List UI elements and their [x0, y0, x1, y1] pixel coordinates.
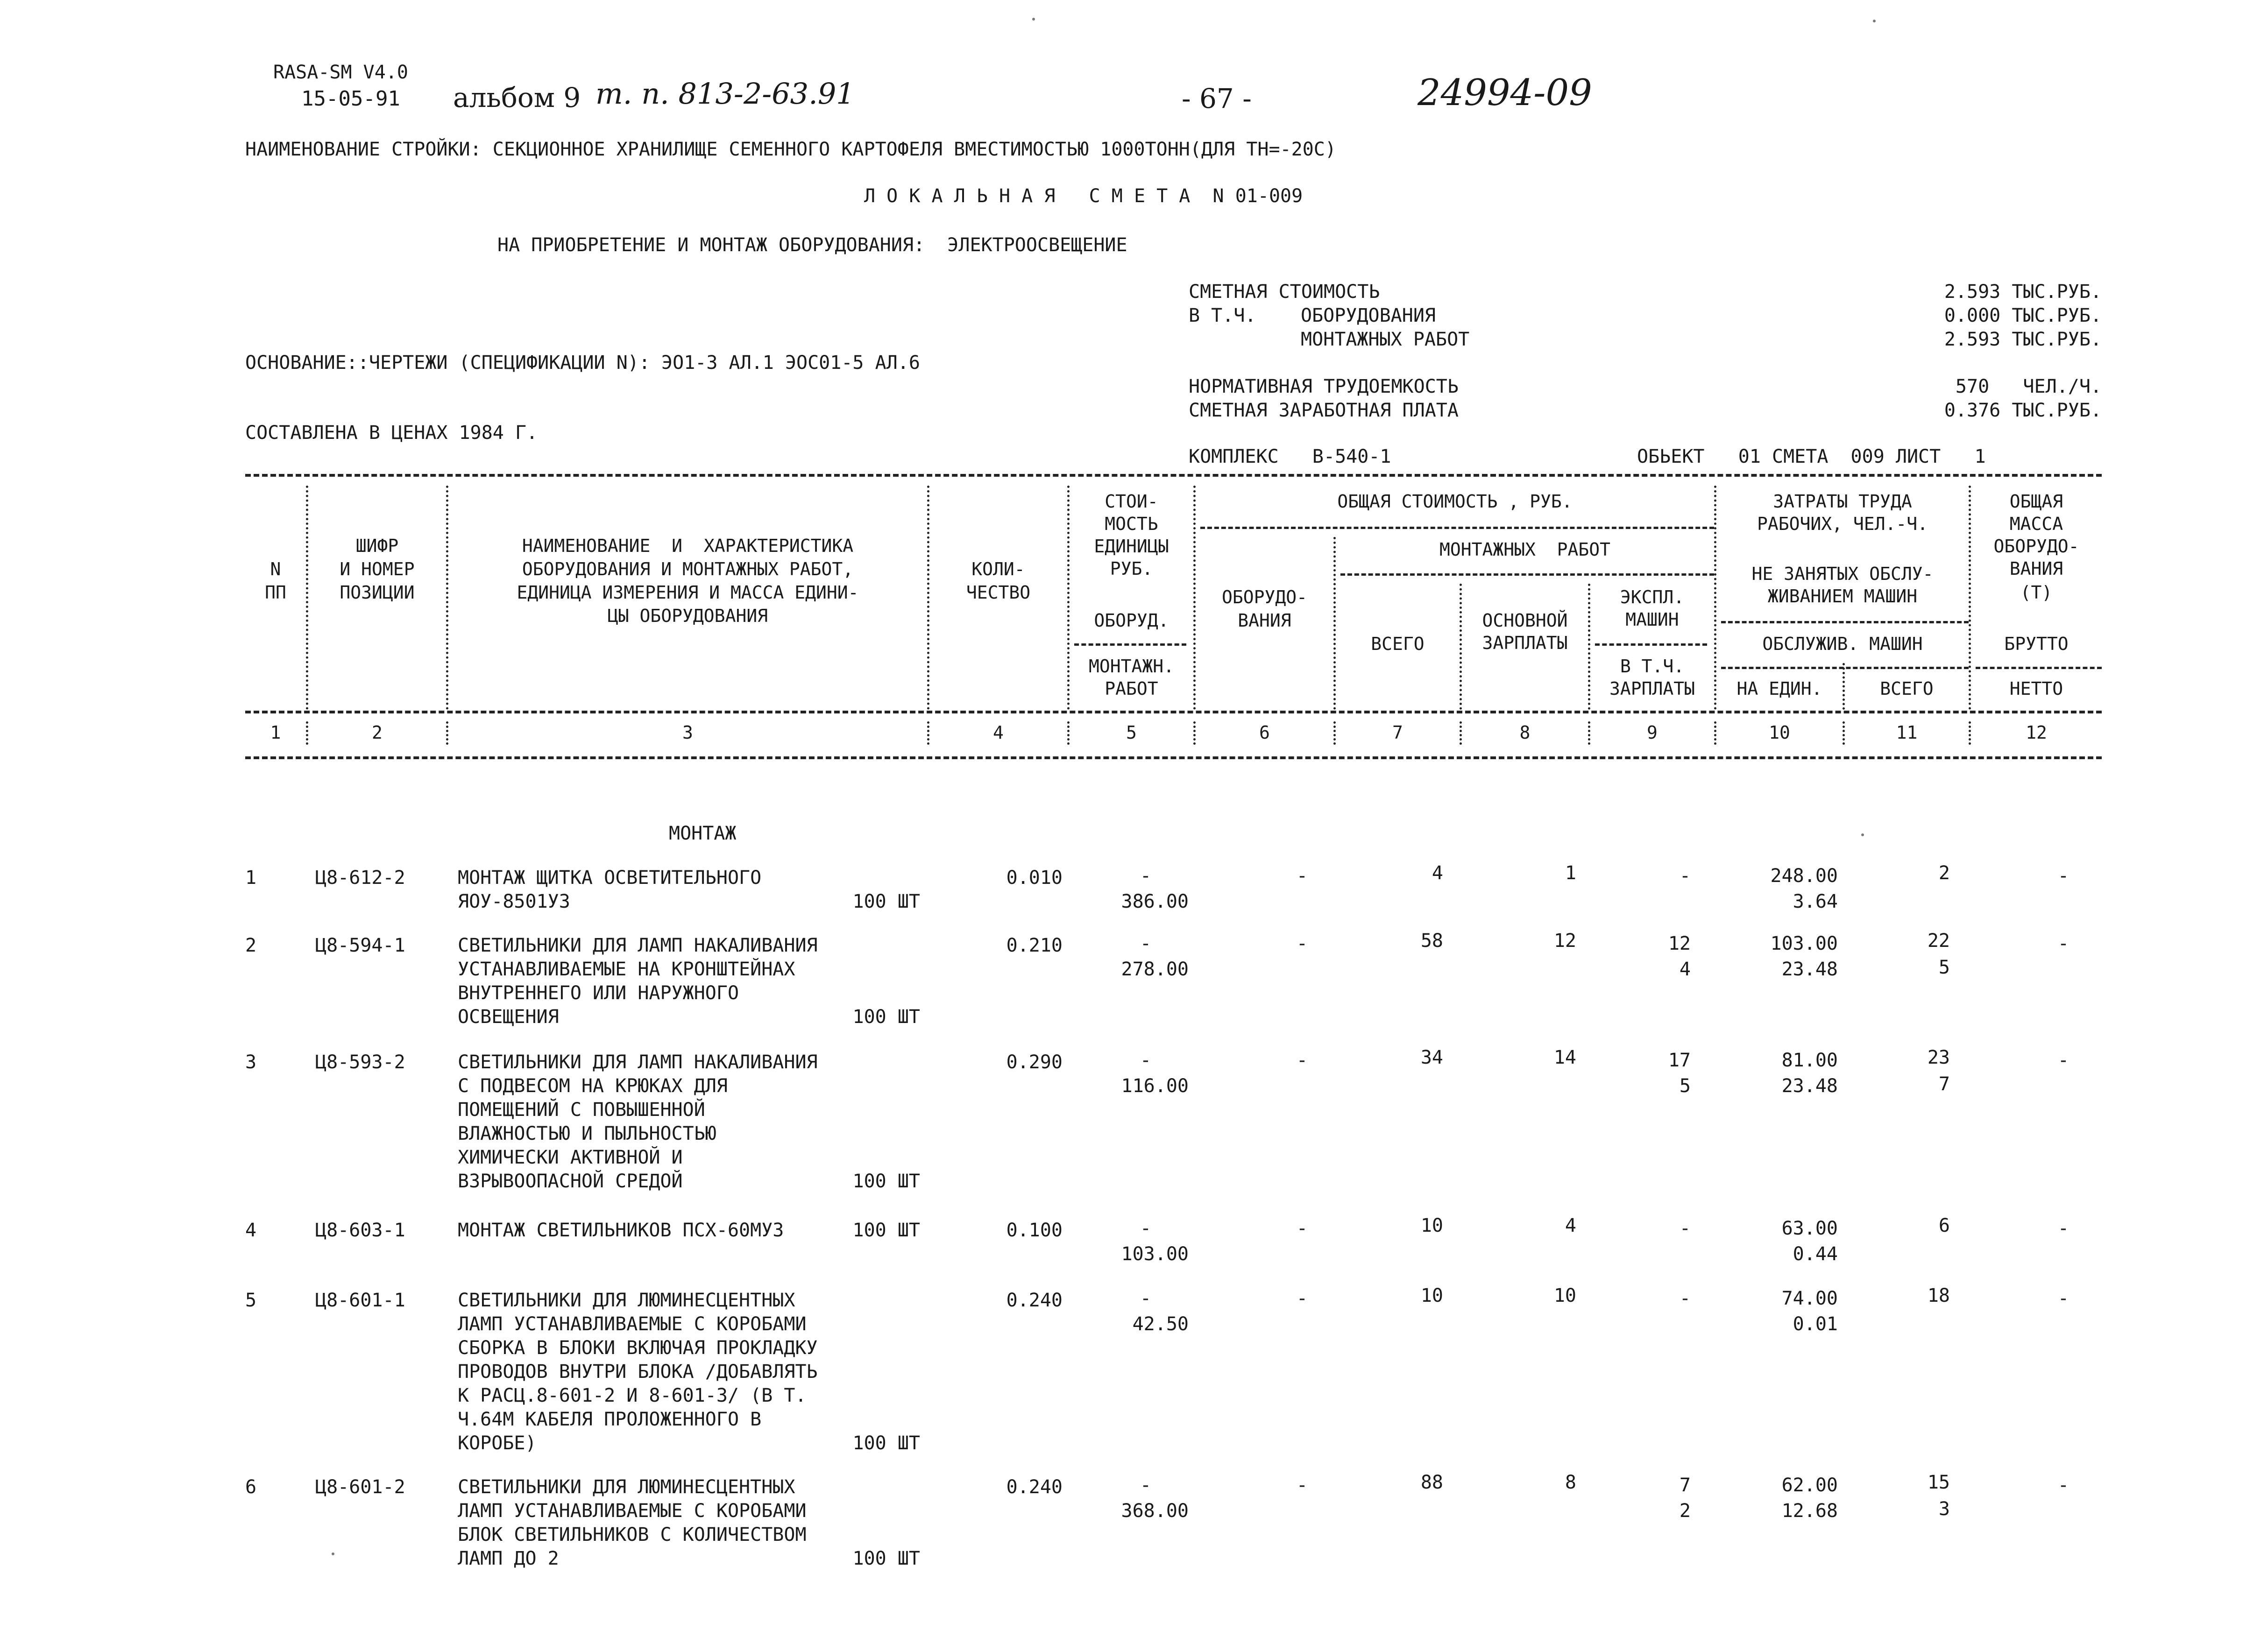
col-separator: [1460, 721, 1462, 745]
estimate-title: Л О К А Л Ь Н А Я С М Е Т А N 01-009: [864, 185, 1303, 207]
row-unit: 100 ШТ: [852, 891, 920, 912]
row-machines: -: [1679, 1218, 1691, 1239]
col-separator: [446, 721, 448, 745]
row-name-line: ВЗРЫВООПАСНОЙ СРЕДОЙ: [458, 1171, 683, 1192]
row-labor-machines-total: 7: [1938, 1073, 1950, 1095]
row-machines: 17: [1668, 1050, 1691, 1071]
row-labor-per-unit: 62.00: [1781, 1475, 1838, 1496]
col-name-header: ЦЫ ОБОРУДОВАНИЯ: [607, 606, 768, 626]
section-title: МОНТАЖ: [669, 823, 737, 844]
row-quantity: 0.290: [1006, 1051, 1063, 1073]
column-number: 1: [270, 722, 281, 743]
table-top-rule: [245, 474, 2102, 477]
row-quantity: 0.010: [1006, 867, 1063, 889]
row-name-line: УСТАНАВЛИВАЕМЫЕ НА КРОНШТЕЙНАХ: [458, 959, 795, 980]
install-works-group-header: МОНТАЖНЫХ РАБОТ: [1439, 539, 1611, 560]
row-equipment-cost: -: [1296, 1475, 1308, 1496]
labor-group-header: ЗАТРАТЫ ТРУДА: [1773, 491, 1912, 512]
row-name-line: ЯОУ-8501У3: [458, 891, 570, 912]
column-number: 2: [372, 722, 383, 743]
row-name-line: МОНТАЖ ЩИТКА ОСВЕТИТЕЛЬНОГО: [458, 867, 762, 889]
col-name-header: ОБОРУДОВАНИЯ И МОНТАЖНЫХ РАБОТ,: [522, 559, 854, 579]
row-labor-per-unit: 248.00: [1770, 865, 1838, 887]
complex-label: КОМПЛЕКС В-540-1: [1189, 446, 1391, 467]
row-base-wage: 14: [1553, 1047, 1576, 1068]
row-code: Ц8-593-2: [315, 1051, 405, 1073]
col-unit-cost-header: МОСТЬ: [1105, 514, 1158, 534]
row-equipment-cost: -: [1296, 1288, 1308, 1309]
row-labor-machines-total: 5: [1938, 957, 1950, 978]
subheader-rule: [1721, 667, 1969, 669]
col-unit-cost-header: РАБОТ: [1105, 678, 1158, 699]
row-machines-wage: 5: [1679, 1075, 1691, 1097]
purpose-line: НА ПРИОБРЕТЕНИЕ И МОНТАЖ ОБОРУДОВАНИЯ: ЭЛЕКТРООСВЕЩЕНИЕ: [497, 234, 1127, 256]
cost-value: 2.593 ТЫС.РУБ.: [1944, 281, 2102, 303]
equipment-label: ОБОРУДОВАНИЯ: [1301, 305, 1436, 326]
object-sheet-label: ОБЬЕКТ 01 СМЕТА 009 ЛИСТ 1: [1637, 446, 1986, 467]
row-code: Ц8-603-1: [315, 1220, 405, 1241]
row-labor-per-unit: 103.00: [1770, 933, 1838, 954]
total-cost-group-header: ОБЩАЯ СТОИМОСТЬ , РУБ.: [1337, 491, 1573, 512]
row-labor-total: 18: [1927, 1285, 1950, 1306]
subheader-rule: [1200, 527, 1714, 529]
col-separator: [1843, 721, 1845, 745]
row-labor-machines-per-unit: 0.44: [1793, 1243, 1838, 1265]
row-mass: -: [2057, 933, 2069, 954]
row-unit: 100 ШТ: [852, 1220, 920, 1241]
column-number: 9: [1647, 722, 1658, 743]
col-separator: [1714, 721, 1716, 745]
labor-sub-header: НЕ ЗАНЯТЫХ ОБСЛУ-: [1751, 564, 1934, 584]
row-labor-total: 2: [1938, 862, 1950, 884]
row-unit-cost-equipment: -: [1140, 1288, 1151, 1309]
col-unit-cost-header: ЕДИНИЦЫ: [1094, 536, 1169, 557]
album-label: альбом 9: [453, 82, 581, 113]
col-equipment-header: ВАНИЯ: [1238, 610, 1291, 631]
row-quantity: 0.240: [1006, 1290, 1063, 1311]
col-mass-header: (Т): [2020, 582, 2053, 603]
row-base-wage: 8: [1565, 1472, 1576, 1493]
numbers-bottom-rule: [245, 756, 2102, 759]
col-code-header: ШИФР: [355, 536, 399, 556]
row-labor-total: 23: [1927, 1047, 1950, 1068]
row-install-total: 10: [1420, 1285, 1443, 1306]
col-unit-cost-header: МОНТАЖН.: [1088, 656, 1175, 677]
row-mass: -: [2057, 1050, 2069, 1071]
column-number: 3: [682, 722, 693, 743]
col-wage-header: ЗАРПЛАТЫ: [1482, 633, 1568, 653]
row-unit-cost-install: 386.00: [1121, 891, 1189, 912]
scan-speck: [332, 1552, 334, 1555]
row-unit: 100 ШТ: [852, 1548, 920, 1569]
row-name-line: ПОМЕЩЕНИЙ С ПОВЫШЕННОЙ: [458, 1099, 705, 1121]
row-unit: 100 ШТ: [852, 1432, 920, 1454]
row-machines: -: [1679, 1288, 1691, 1309]
document-code: 24994-09: [1418, 72, 1592, 114]
row-name-line: С ПОДВЕСОМ НА КРЮКАХ ДЛЯ: [458, 1075, 728, 1097]
row-name-line: ЛАМП ДО 2: [458, 1548, 559, 1569]
subheader-rule: [1340, 573, 1714, 576]
col-separator: [1588, 721, 1590, 745]
column-number: 8: [1519, 722, 1531, 743]
row-unit: 100 ШТ: [852, 1006, 920, 1028]
row-quantity: 0.100: [1006, 1220, 1063, 1241]
row-install-total: 88: [1420, 1472, 1443, 1493]
row-name-line: ХИМИЧЕСКИ АКТИВНОЙ И: [458, 1147, 683, 1168]
col-wage-header: ОСНОВНОЙ: [1482, 610, 1568, 631]
col-separator: [1969, 721, 1971, 745]
col-per-unit-header: НА ЕДИН.: [1736, 678, 1822, 699]
row-number: 2: [245, 935, 257, 956]
row-name-line: МОНТАЖ СВЕТИЛЬНИКОВ ПСХ-60МУ3: [458, 1220, 784, 1241]
col-separator: [1333, 721, 1336, 745]
col-separator: [1333, 537, 1336, 710]
row-labor-machines-per-unit: 12.68: [1781, 1500, 1838, 1522]
row-mass: -: [2057, 1288, 2069, 1309]
page-number: - 67 -: [1182, 83, 1252, 114]
row-name-line: СВЕТИЛЬНИКИ ДЛЯ ЛАМП НАКАЛИВАНИЯ: [458, 1051, 818, 1073]
row-unit: 100 ШТ: [852, 1171, 920, 1192]
col-machines-header: ЭКСПЛ.: [1620, 587, 1685, 607]
row-base-wage: 12: [1553, 930, 1576, 952]
labor-group-header: РАБОЧИХ, ЧЕЛ.-Ч.: [1757, 514, 1928, 534]
column-number: 11: [1896, 722, 1918, 743]
row-name-line: Ч.64М КАБЕЛЯ ПРОЛОЖЕННОГО В: [458, 1409, 762, 1430]
subheader-rule: [1976, 667, 2102, 669]
col-mass-header: НЕТТО: [2009, 678, 2063, 699]
row-labor-total: 22: [1927, 930, 1950, 952]
system-label: RASA-SM V4.0: [273, 62, 408, 83]
row-unit-cost-install: 42.50: [1132, 1313, 1189, 1335]
row-base-wage: 1: [1565, 862, 1576, 884]
col-mass-header: ВАНИЯ: [2009, 558, 2063, 579]
col-total-header: ВСЕГО: [1371, 634, 1425, 654]
col-name-header: НАИМЕНОВАНИЕ И ХАРАКТЕРИСТИКА: [522, 536, 854, 556]
row-mass: -: [2057, 1475, 2069, 1496]
row-number: 4: [245, 1220, 257, 1241]
row-code: Ц8-612-2: [315, 867, 405, 889]
col-equipment-header: ОБОРУДО-: [1221, 587, 1308, 607]
row-unit-cost-equipment: -: [1140, 933, 1151, 954]
row-name-line: СВЕТИЛЬНИКИ ДЛЯ ЛАМП НАКАЛИВАНИЯ: [458, 935, 818, 956]
row-labor-per-unit: 74.00: [1781, 1288, 1838, 1309]
col-unit-cost-header: РУБ.: [1110, 558, 1153, 579]
equipment-value: 0.000 ТЫС.РУБ.: [1944, 305, 2102, 326]
row-name-line: ЛАМП УСТАНАВЛИВАЕМЫЕ С КОРОБАМИ: [458, 1500, 807, 1522]
col-separator: [306, 721, 308, 745]
subheader-rule: [1721, 621, 1969, 623]
col-mass-header: ОБОРУДО-: [1993, 536, 2079, 557]
column-number: 12: [2026, 722, 2047, 743]
install-value: 2.593 ТЫС.РУБ.: [1944, 329, 2102, 350]
row-name-line: ОСВЕЩЕНИЯ: [458, 1006, 559, 1028]
col-qty-header: КОЛИ-: [971, 559, 1025, 579]
row-unit-cost-install: 368.00: [1121, 1500, 1189, 1522]
row-equipment-cost: -: [1296, 1218, 1308, 1239]
row-mass: -: [2057, 865, 2069, 887]
row-unit-cost-equipment: -: [1140, 1218, 1151, 1239]
row-labor-per-unit: 81.00: [1781, 1050, 1838, 1071]
row-install-total: 58: [1420, 930, 1443, 952]
row-labor-machines-per-unit: 0.01: [1793, 1313, 1838, 1335]
cost-label: СМЕТНАЯ СТОИМОСТЬ: [1189, 281, 1380, 303]
row-install-total: 10: [1420, 1215, 1443, 1236]
row-name-line: БЛОК СВЕТИЛЬНИКОВ С КОЛИЧЕСТВОМ: [458, 1524, 807, 1545]
col-unit-cost-header: ОБОРУД.: [1094, 610, 1169, 631]
scan-speck: [1032, 18, 1035, 21]
row-labor-total: 6: [1938, 1215, 1950, 1236]
row-name-line: КОРОБЕ): [458, 1432, 537, 1454]
print-date: 15-05-91: [301, 87, 400, 111]
column-number: 7: [1392, 722, 1403, 743]
row-unit-cost-equipment: -: [1140, 1475, 1151, 1496]
wage-value: 0.376 ТЫС.РУБ.: [1944, 400, 2102, 421]
row-name-line: К РАСЦ.8-601-2 И 8-601-3/ (В Т.: [458, 1385, 807, 1406]
construction-title: НАИМЕНОВАНИЕ СТРОЙКИ: СЕКЦИОННОЕ ХРАНИЛИЩЕ СЕМЕННОГО КАРТОФЕЛЯ ВМЕСТИМОСТЬЮ 1000ТОНН(ДЛЯ ТН=-20С): [245, 139, 1336, 160]
labor-sub-header: ЖИВАНИЕМ МАШИН: [1767, 586, 1918, 607]
row-machines: -: [1679, 865, 1691, 887]
row-unit-cost-install: 278.00: [1121, 959, 1189, 980]
row-unit-cost-install: 116.00: [1121, 1075, 1189, 1097]
row-code: Ц8-601-2: [315, 1476, 405, 1498]
row-number: 3: [245, 1051, 257, 1073]
row-equipment-cost: -: [1296, 865, 1308, 887]
row-name-line: ПРОВОДОВ ВНУТРИ БЛОКА /ДОБАВЛЯТЬ: [458, 1361, 818, 1383]
row-quantity: 0.210: [1006, 935, 1063, 956]
labor-value: 570 ЧЕЛ./Ч.: [1955, 376, 2102, 397]
row-name-line: СВЕТИЛЬНИКИ ДЛЯ ЛЮМИНЕСЦЕНТНЫХ: [458, 1290, 795, 1311]
row-number: 5: [245, 1290, 257, 1311]
row-unit-cost-equipment: -: [1140, 1050, 1151, 1071]
col-machines-header: ЗАРПЛАТЫ: [1609, 678, 1695, 699]
col-mass-header: МАССА: [2009, 514, 2063, 534]
col-mass-header: ОБЩАЯ: [2009, 491, 2063, 512]
col-qty-header: ЧЕСТВО: [966, 582, 1031, 603]
column-number: 10: [1769, 722, 1790, 743]
col-name-header: ЕДИНИЦА ИЗМЕРЕНИЯ И МАССА ЕДИНИ-: [517, 582, 859, 603]
row-install-total: 34: [1420, 1047, 1443, 1068]
row-labor-total: 15: [1927, 1472, 1950, 1493]
row-labor-machines-per-unit: 23.48: [1781, 1075, 1838, 1097]
col-separator: [1067, 721, 1070, 745]
row-name-line: СБОРКА В БЛОКИ ВКЛЮЧАЯ ПРОКЛАДКУ: [458, 1337, 818, 1359]
incl-label: В Т.Ч.: [1189, 305, 1256, 326]
col-code-header: И НОМЕР: [340, 559, 415, 579]
row-name-line: ВЛАЖНОСТЬЮ И ПЫЛЬНОСТЬЮ: [458, 1123, 716, 1144]
row-name-line: ЛАМП УСТАНАВЛИВАЕМЫЕ С КОРОБАМИ: [458, 1313, 807, 1335]
col-n-header: N: [270, 559, 281, 579]
row-code: Ц8-594-1: [315, 935, 405, 956]
col-separator: [1193, 721, 1196, 745]
col-mass-header: БРУТТО: [2004, 634, 2069, 654]
subheader-rule: [1595, 643, 1707, 646]
col-code-header: ПОЗИЦИИ: [340, 582, 415, 603]
row-labor-machines-per-unit: 23.48: [1781, 959, 1838, 980]
row-equipment-cost: -: [1296, 1050, 1308, 1071]
row-machines: 7: [1679, 1475, 1691, 1496]
row-install-total: 4: [1432, 862, 1443, 884]
row-unit-cost-equipment: -: [1140, 865, 1151, 887]
scan-speck: [1873, 20, 1876, 22]
row-labor-machines-per-unit: 3.64: [1793, 891, 1838, 912]
row-machines: 12: [1668, 933, 1691, 954]
wage-label: СМЕТНАЯ ЗАРАБОТНАЯ ПЛАТА: [1189, 400, 1459, 421]
header-bottom-rule: [245, 711, 2102, 713]
tp-handwritten: т. п. 813-2-63.91: [595, 77, 855, 111]
col-separator: [927, 721, 929, 745]
row-base-wage: 10: [1553, 1285, 1576, 1306]
row-name-line: СВЕТИЛЬНИКИ ДЛЯ ЛЮМИНЕСЦЕНТНЫХ: [458, 1476, 795, 1498]
row-machines-wage: 4: [1679, 959, 1691, 980]
subheader-rule: [1074, 643, 1186, 646]
row-number: 6: [245, 1476, 257, 1498]
row-equipment-cost: -: [1296, 933, 1308, 954]
labor-sub-header: ОБСЛУЖИВ. МАШИН: [1762, 634, 1923, 654]
column-number: 4: [993, 722, 1004, 743]
scan-speck: [1861, 833, 1864, 836]
row-labor-machines-total: 3: [1938, 1498, 1950, 1520]
install-label: МОНТАЖНЫХ РАБОТ: [1301, 329, 1470, 350]
col-unit-cost-header: СТОИ-: [1105, 491, 1158, 512]
row-name-line: ВНУТРЕННЕГО ИЛИ НАРУЖНОГО: [458, 982, 739, 1004]
col-n-header: ПП: [265, 582, 286, 603]
column-number: 6: [1259, 722, 1270, 743]
row-number: 1: [245, 867, 257, 889]
col-machines-header: МАШИН: [1625, 609, 1679, 630]
basis-line: ОСНОВАНИЕ::ЧЕРТЕЖИ (СПЕЦИФИКАЦИИ N): ЭО1-3 АЛ.1 ЭОС01-5 АЛ.6: [245, 352, 920, 374]
row-mass: -: [2057, 1218, 2069, 1239]
row-unit-cost-install: 103.00: [1121, 1243, 1189, 1265]
row-base-wage: 4: [1565, 1215, 1576, 1236]
row-labor-per-unit: 63.00: [1781, 1218, 1838, 1239]
row-machines-wage: 2: [1679, 1500, 1691, 1522]
row-quantity: 0.240: [1006, 1476, 1063, 1498]
col-machines-header: В Т.Ч.: [1620, 656, 1685, 677]
col-labor-total-header: ВСЕГО: [1880, 678, 1934, 699]
column-number: 5: [1126, 722, 1137, 743]
row-code: Ц8-601-1: [315, 1290, 405, 1311]
prices-line: СОСТАВЛЕНА В ЦЕНАХ 1984 Г.: [245, 422, 538, 444]
labor-label: НОРМАТИВНАЯ ТРУДОЕМКОСТЬ: [1189, 376, 1459, 397]
